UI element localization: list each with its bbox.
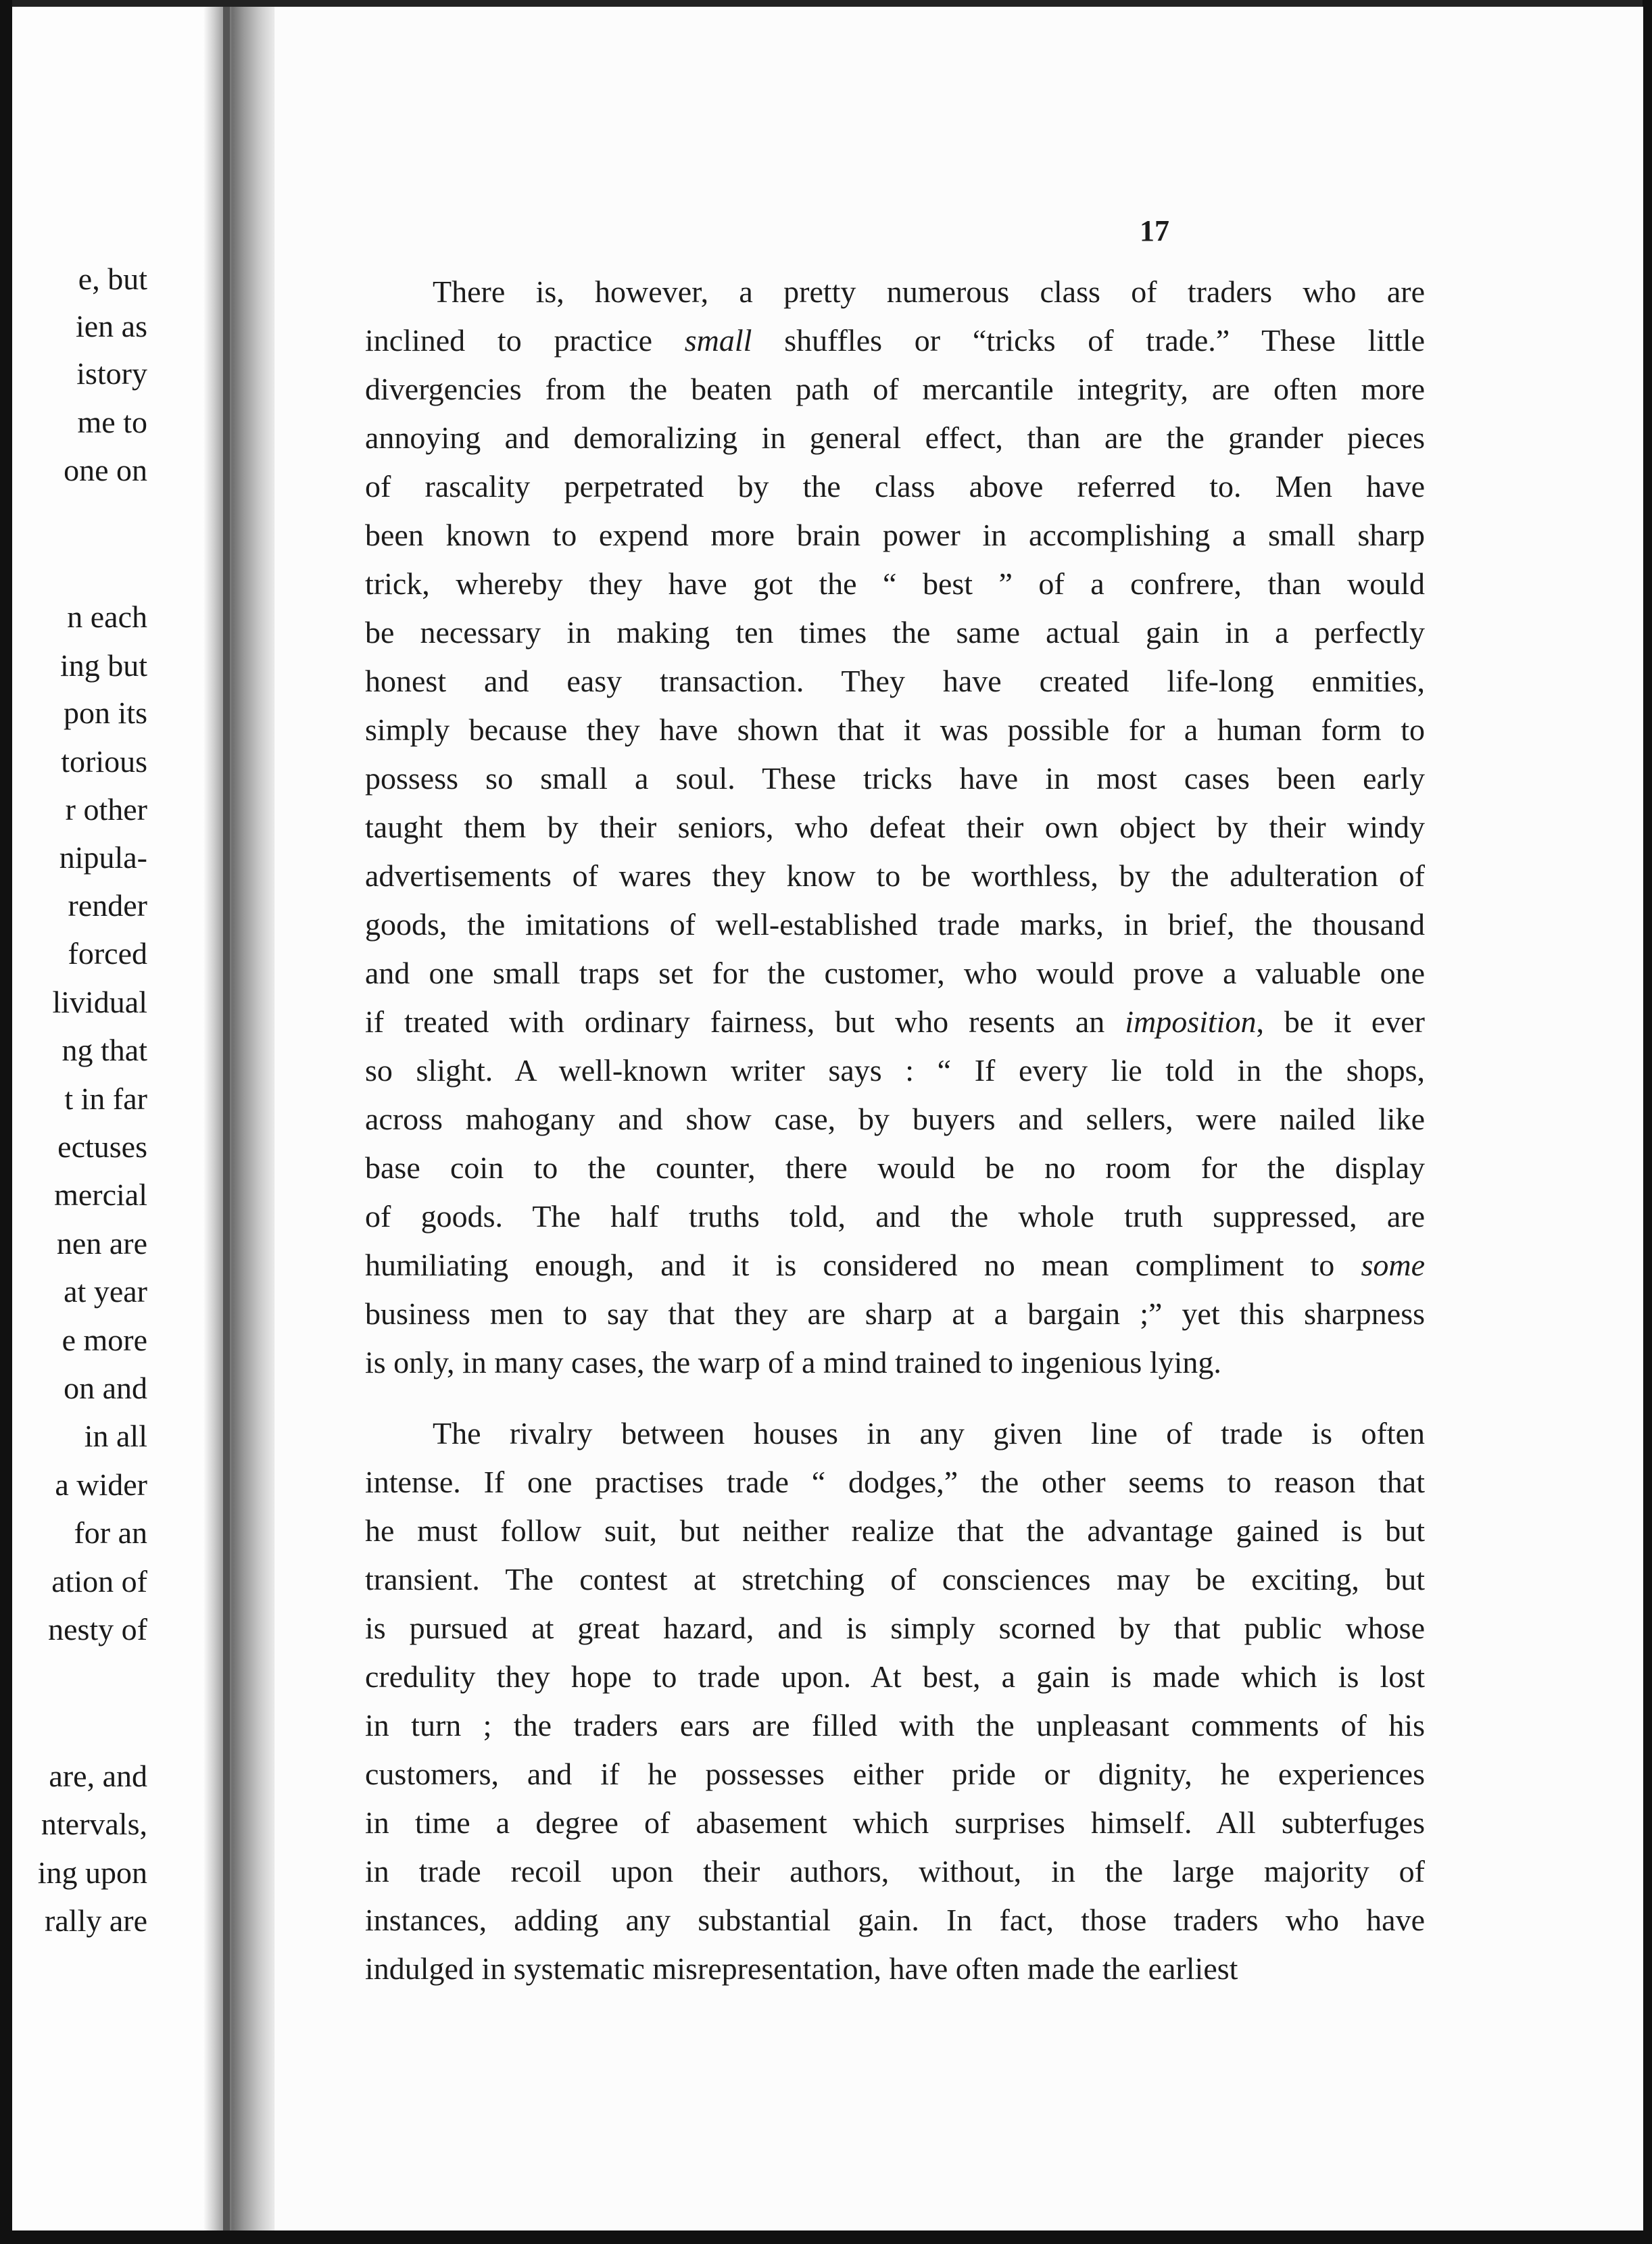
text-line: The rivalry between houses in any given line of trade is often (433, 1416, 1425, 1450)
facing-page-fragment: for an (74, 1515, 147, 1550)
facing-page-text-fragments (12, 7, 235, 2230)
text-line: humiliating enough, and it is considered no mean compliment to some (365, 1248, 1425, 1282)
page-number: 17 (1140, 214, 1169, 247)
text-line: so slight. A well-known writer says : “ If every lie told in the shops, (365, 1053, 1425, 1088)
facing-page-fragment: are, and (49, 1759, 147, 1793)
text-line: divergencies from the beaten path of mercantile integrity, are often more (365, 372, 1425, 406)
facing-page-fragment: forced (68, 936, 147, 971)
text-line: inclined to practice small shuffles or “tricks of trade.” These little (365, 323, 1425, 358)
facing-page-fragment: in all (84, 1419, 147, 1453)
text-line: he must follow suit, but neither realize that the advantage gained is but (365, 1513, 1425, 1548)
scan-edge-right (1643, 0, 1652, 2244)
text-line: There is, however, a pretty numerous class of traders who are (433, 274, 1425, 309)
facing-page-fragment: e more (62, 1323, 147, 1357)
facing-page-fragment: istory (76, 356, 147, 391)
facing-page-fragment: at year (64, 1274, 147, 1309)
facing-page-fragment: ation of (51, 1564, 147, 1599)
facing-page-fragment: ntervals, (41, 1807, 147, 1841)
text-line: if treated with ordinary fairness, but who resents an imposition, be it ever (365, 1004, 1425, 1039)
facing-page-fragment: mercial (54, 1177, 147, 1212)
facing-page-fragment: one on (64, 453, 147, 487)
facing-page-fragment: nen are (56, 1226, 147, 1261)
text-line: taught them by their seniors, who defeat their own object by their windy (365, 810, 1425, 844)
facing-page-fragment: ng that (62, 1033, 147, 1067)
text-line: and one small traps set for the customer, who would prove a valuable one (365, 956, 1425, 990)
italic-emphasis: imposition (1125, 1004, 1257, 1039)
facing-page-fragment: render (68, 888, 147, 923)
facing-page-fragment: e, but (78, 262, 147, 296)
facing-page-fragment: n each (67, 600, 147, 634)
facing-page-fragment: nipula- (59, 840, 147, 875)
facing-page-fragment: torious (61, 744, 147, 779)
text-line: indulged in systematic misrepresentation, have often made the earliest (365, 1951, 1238, 1986)
scan-edge-left (0, 0, 12, 2244)
facing-page-fragment: lividual (52, 985, 147, 1019)
text-line: base coin to the counter, there would be no room for the display (365, 1150, 1425, 1185)
facing-page-fragment: nesty of (48, 1612, 147, 1647)
text-line: instances, adding any substantial gain. In fact, those traders who have (365, 1903, 1425, 1937)
facing-page-fragment: ectuses (57, 1129, 147, 1164)
text-line: in trade recoil upon their authors, without, in the large majority of (365, 1854, 1425, 1888)
book-gutter-shadow (203, 7, 277, 2230)
paragraph-1 (365, 268, 1425, 1387)
text-line: intense. If one practises trade “ dodges,” the other seems to reason that (365, 1465, 1425, 1499)
book-gutter-fold (223, 7, 230, 2230)
facing-page-fragment: t in far (64, 1081, 147, 1116)
text-line: credulity they hope to trade upon. At best, a gain is made which is lost (365, 1659, 1425, 1694)
text-line: business men to say that they are sharp at a bargain ;” yet this sharpness (365, 1296, 1425, 1331)
text-line: in turn ; the traders ears are filled with the unpleasant comments of his (365, 1708, 1425, 1742)
text-line: honest and easy transaction. They have created life-long enmities, (365, 664, 1425, 698)
text-line: been known to expend more brain power in accomplishing a small sharp (365, 518, 1425, 552)
text-line: possess so small a soul. These tricks have in most cases been early (365, 761, 1425, 796)
facing-page-fragment: me to (77, 405, 147, 439)
facing-page-fragment: rally are (45, 1903, 147, 1938)
text-line: transient. The contest at stretching of consciences may be exciting, but (365, 1562, 1425, 1596)
facing-page-fragment: pon its (64, 696, 147, 730)
facing-page-fragment: ing but (59, 648, 147, 683)
text-line: annoying and demoralizing in general effect, than are the grander pieces (365, 420, 1425, 455)
text-line: in time a degree of abasement which surprises himself. All subterfuges (365, 1805, 1425, 1840)
text-line: trick, whereby they have got the “ best ” of a confrere, than would (365, 566, 1425, 601)
text-line: of goods. The half truths told, and the whole truth suppressed, are (365, 1199, 1425, 1234)
text-line: across mahogany and show case, by buyers and sellers, were nailed like (365, 1102, 1425, 1136)
scan-edge-bottom (0, 2230, 1652, 2244)
text-line: simply because they have shown that it was possible for a human form to (365, 712, 1425, 747)
scan-edge-top (0, 0, 1652, 7)
text-line: be necessary in making ten times the same actual gain in a perfectly (365, 615, 1425, 650)
facing-page-fragment: ien as (75, 309, 147, 343)
text-line: of rascality perpetrated by the class above referred to. Men have (365, 469, 1425, 504)
text-line: advertisements of wares they know to be worthless, by the adulteration of (365, 858, 1425, 893)
paragraph-2 (365, 1409, 1425, 1993)
text-line: is pursued at great hazard, and is simply scorned by that public whose (365, 1611, 1425, 1645)
facing-page-left (12, 7, 235, 2230)
facing-page-fragment: r other (65, 792, 147, 827)
facing-page-fragment: a wider (55, 1467, 147, 1502)
italic-emphasis: small (684, 323, 752, 358)
text-line: is only, in many cases, the warp of a mind trained to ingenious lying. (365, 1345, 1221, 1380)
text-line: customers, and if he possesses either pride or dignity, he experiences (365, 1757, 1425, 1791)
italic-emphasis: some (1361, 1248, 1425, 1282)
facing-page-fragment: on and (64, 1371, 147, 1405)
facing-page-fragment: ing upon (37, 1855, 147, 1890)
text-line: goods, the imitations of well-established trade marks, in brief, the thousand (365, 907, 1425, 942)
